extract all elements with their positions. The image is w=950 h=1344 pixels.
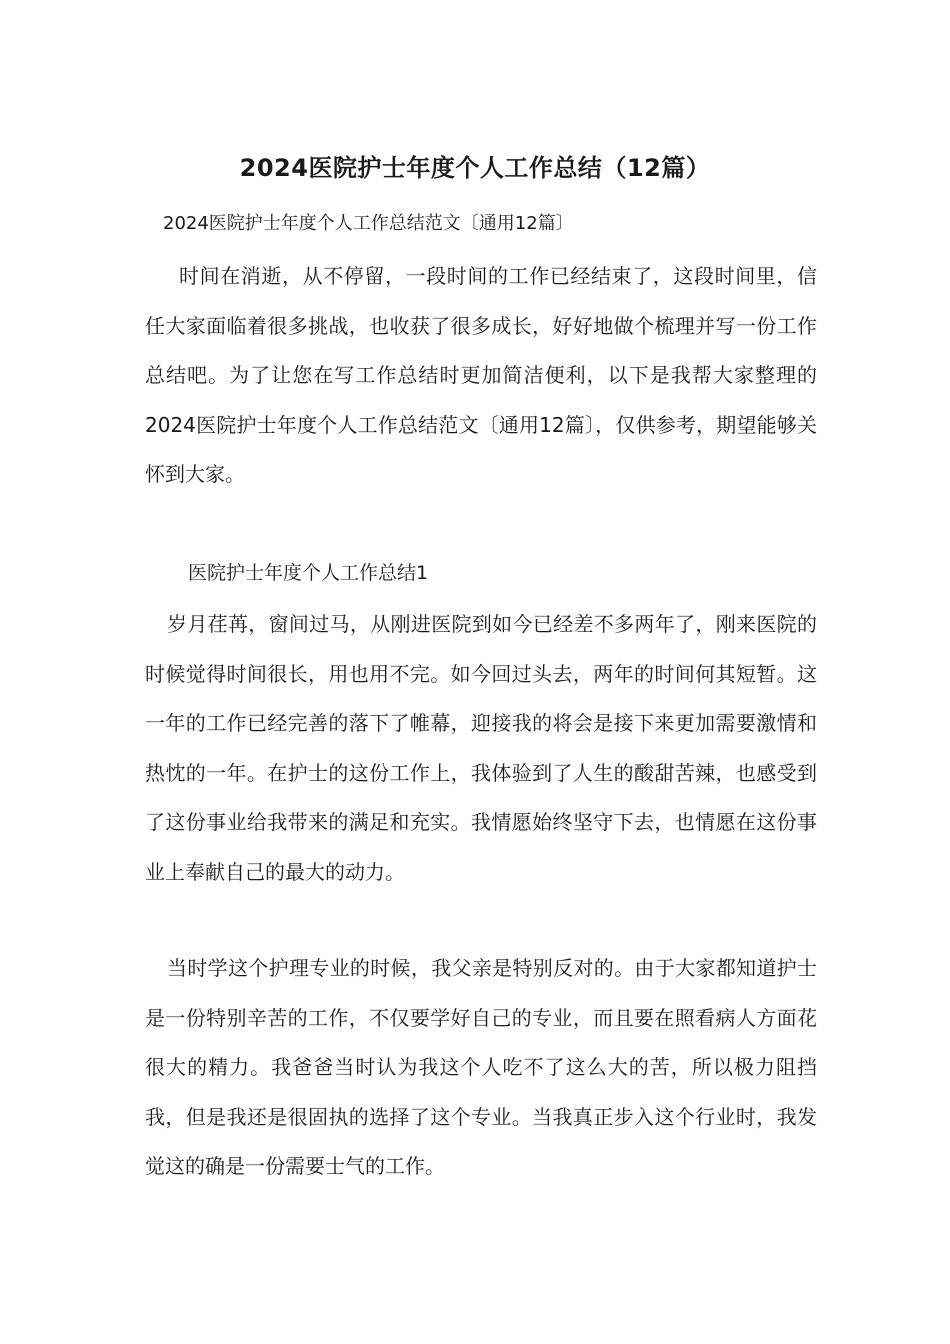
body-paragraph: 当时学这个护理专业的时候，我父亲是特别反对的。由于大家都知道护士是一份特别辛苦的工作，不仅要学好自己的专业，而且要在照看病人方面花很大的精力。我爸爸当时认为我这个人吃不了这么大的苦，所以极力阻挡我，但是我还是很固执的选择了这个专业。当我真正步入这个行业时，我发觉这的确是一份需要士气的工作。 (145, 956, 817, 1178)
document-title: 2024医院护士年度个人工作总结（12篇） (239, 154, 711, 182)
body-paragraph: 岁月荏苒，窗间过马，从刚进医院到如今已经差不多两年了，刚来医院的时候觉得时间很长，用也用不完。如今回过头去，两年的时间何其短暂。这一年的工作已经完善的落下了帷幕，迎接我的将会是接下来更加需要激情和热忱的一年。在护士的这份工作上，我体验到了人生的酸甜苦辣，也感受到了这份事业给我带来的满足和充实。我情愿始终坚守下去，也情愿在这份事业上奉献自己的最大的动力。 (145, 612, 817, 884)
intro-paragraph: 时间在消逝，从不停留，一段时间的工作已经结束了，这段时间里，信任大家面临着很多挑战，也收获了很多成长，好好地做个梳理并写一份工作总结吧。为了让您在写工作总结时更加简洁便利，以下是我帮大家整理的2024医院护士年度个人工作总结范文〔通用12篇〕，仅供参考，期望能够关怀到大家。 (145, 264, 817, 486)
section-heading: 医院护士年度个人工作总结1 (188, 562, 429, 584)
document-subtitle: 2024医院护士年度个人工作总结范文〔通用12篇〕 (163, 213, 574, 234)
